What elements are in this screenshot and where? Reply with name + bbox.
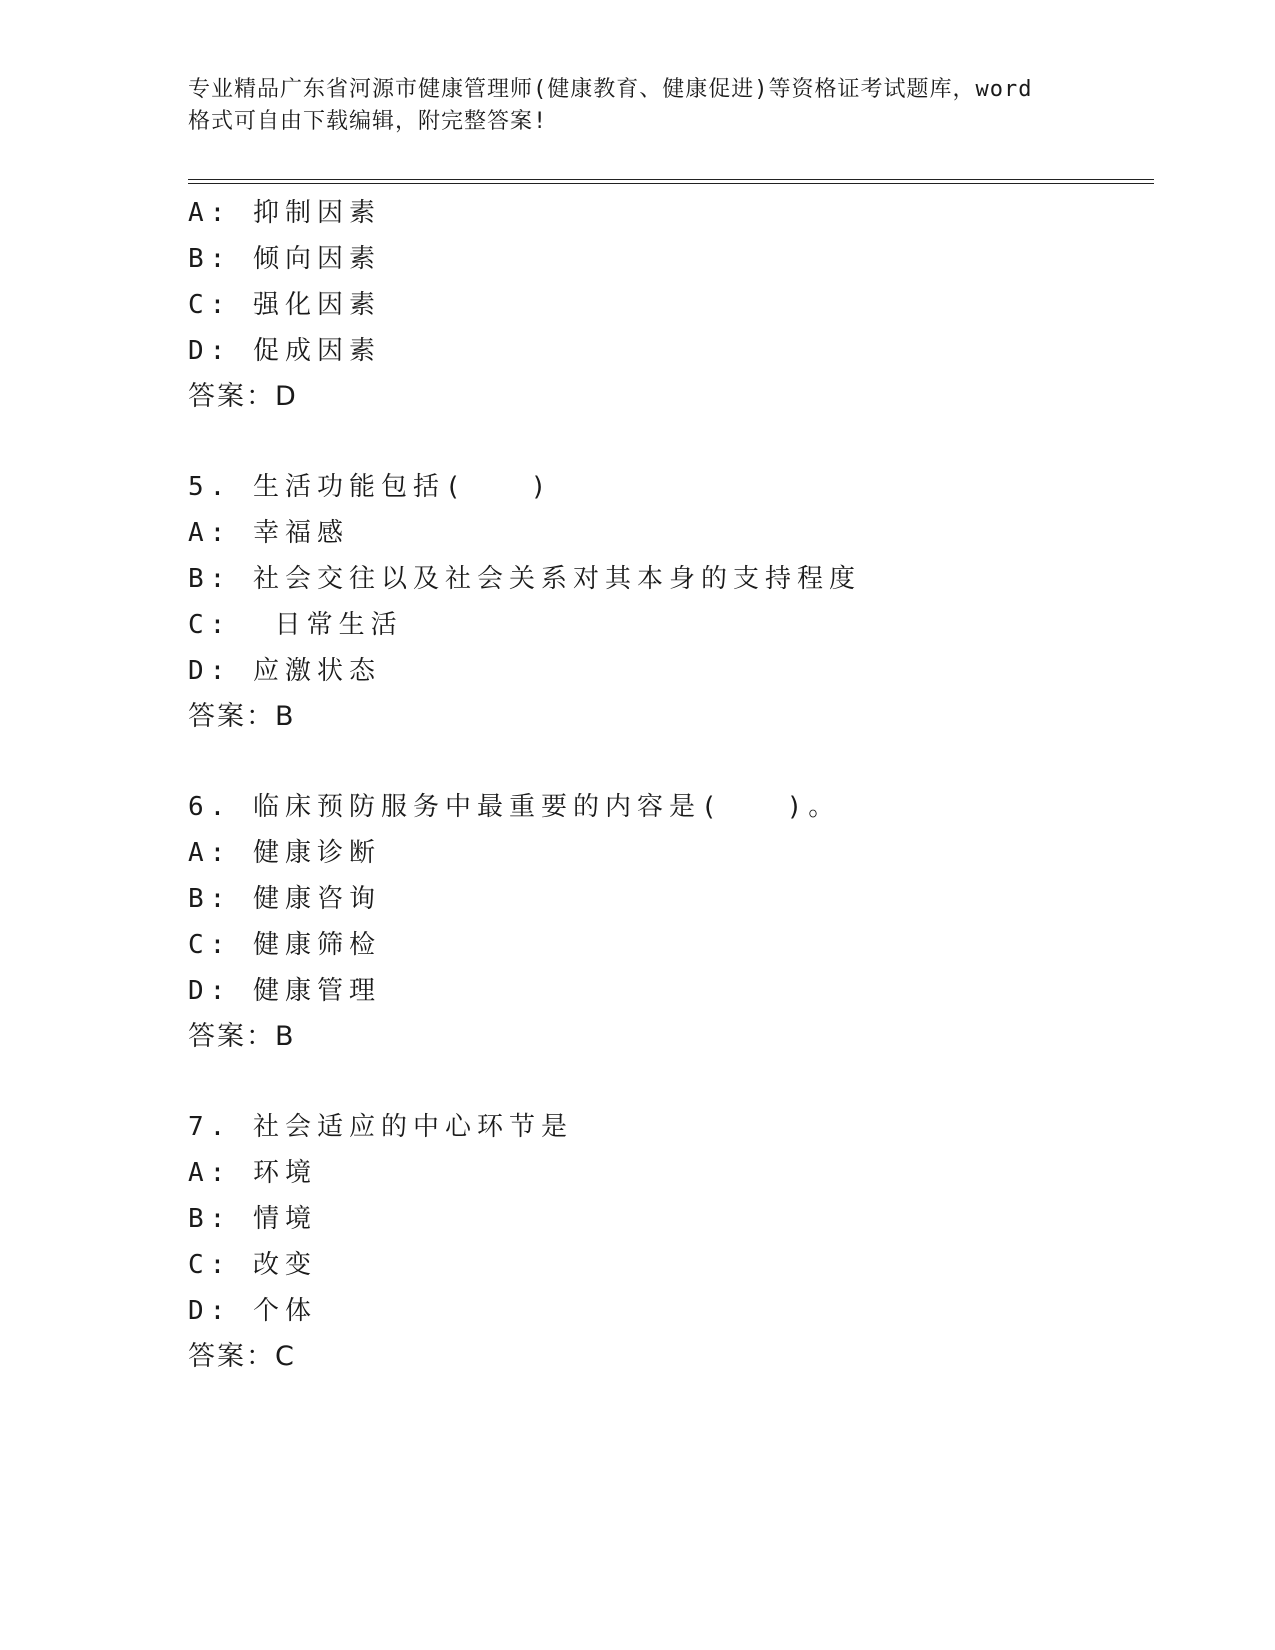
question-5-block [188, 464, 1148, 740]
q7-option-b: B: 情境 [188, 1204, 317, 1234]
spacer [188, 740, 1148, 784]
q6-option-c: C: 健康筛检 [188, 930, 381, 960]
q4-answer: 答案：D [188, 381, 298, 412]
q7-stem: 7. 社会适应的中心环节是 [188, 1112, 573, 1142]
q6-answer: 答案：B [188, 1021, 296, 1052]
q7-answer: 答案：C [188, 1341, 296, 1372]
header-line-2: 格式可自由下载编辑，附完整答案! [188, 109, 548, 134]
q4-option-d: D: 促成因素 [188, 336, 381, 366]
header-divider-top [188, 179, 1154, 180]
q5-option-b: B: 社会交往以及社会关系对其本身的支持程度 [188, 564, 861, 594]
q4-option-a: A: 抑制因素 [188, 198, 381, 228]
document-header [188, 74, 1108, 138]
q5-option-d: D: 应激状态 [188, 656, 381, 686]
spacer [188, 1060, 1148, 1104]
q6-option-d: D: 健康管理 [188, 976, 381, 1006]
q4-option-c: C: 强化因素 [188, 290, 381, 320]
q6-option-b: B: 健康咨询 [188, 884, 381, 914]
header-divider-bottom [188, 183, 1154, 184]
q7-option-a: A: 环境 [188, 1158, 317, 1188]
q4-option-b: B: 倾向因素 [188, 244, 381, 274]
question-7-block [188, 1104, 1148, 1380]
question-list [188, 190, 1148, 1380]
q5-stem: 5. 生活功能包括( ) [188, 472, 553, 502]
spacer [188, 420, 1148, 464]
q5-option-c: C: 日常生活 [188, 610, 403, 640]
question-4-block [188, 190, 1148, 420]
q5-answer: 答案：B [188, 701, 296, 732]
q7-option-c: C: 改变 [188, 1250, 317, 1280]
q6-option-a: A: 健康诊断 [188, 838, 381, 868]
q5-option-a: A: 幸福感 [188, 518, 349, 548]
header-line-1: 专业精品广东省河源市健康管理师(健康教育、健康促进)等资格证考试题库，word [188, 77, 1033, 102]
q6-stem: 6. 临床预防服务中最重要的内容是( )。 [188, 792, 841, 822]
q7-option-d: D: 个体 [188, 1296, 317, 1326]
question-6-block [188, 784, 1148, 1060]
